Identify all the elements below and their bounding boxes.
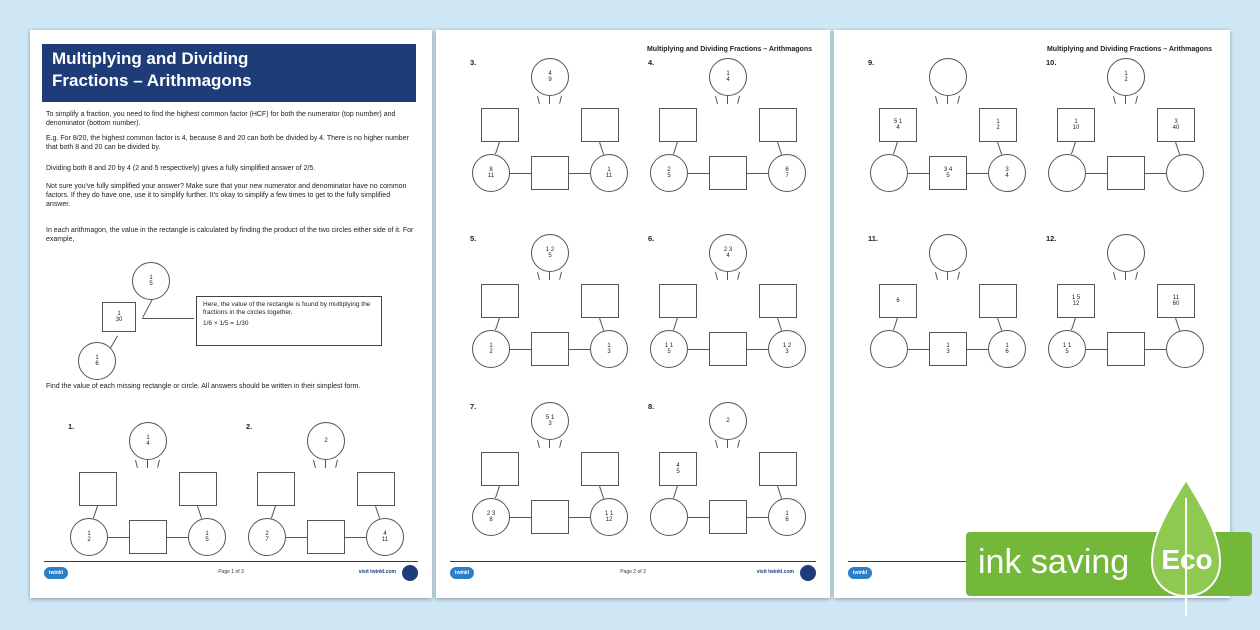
bottom-left-circle: 1 2 — [70, 518, 108, 556]
connector-line — [688, 517, 710, 518]
worksheet-page-2 — [436, 30, 830, 598]
connector-line — [737, 96, 740, 104]
arithmagon-1 — [68, 420, 228, 550]
right-rectangle — [179, 472, 217, 506]
left-rectangle: 1 5 12 — [1057, 284, 1095, 318]
connector-line — [313, 460, 316, 468]
twinkl-logo: twinkl — [450, 567, 474, 579]
connector-line — [108, 537, 130, 538]
left-rectangle — [481, 452, 519, 486]
arithmagon-11 — [868, 232, 1028, 362]
left-rectangle — [257, 472, 295, 506]
right-rectangle — [581, 284, 619, 318]
connector-line — [908, 173, 930, 174]
top-circle: 2 — [709, 402, 747, 440]
right-rectangle — [759, 284, 797, 318]
connector-line — [568, 173, 590, 174]
eco-label: Eco — [1161, 544, 1213, 575]
connector-line — [727, 440, 728, 448]
twinkl-logo: twinkl — [44, 567, 68, 579]
left-rectangle: 4 5 — [659, 452, 697, 486]
arithmagon-5 — [470, 232, 630, 362]
problem-number: 5. — [470, 234, 477, 243]
page-2-footer — [450, 561, 816, 584]
bottom-right-circle: 1 6 — [988, 330, 1026, 368]
left-rectangle — [79, 472, 117, 506]
bottom-rectangle — [709, 156, 747, 190]
bottom-rectangle — [709, 500, 747, 534]
connector-line — [746, 173, 768, 174]
top-circle: 1 2 5 — [531, 234, 569, 272]
bottom-left-circle — [870, 330, 908, 368]
top-circle: 4 9 — [531, 58, 569, 96]
connector-line — [1175, 142, 1180, 154]
top-circle: 1 4 — [709, 58, 747, 96]
arithmagon-3 — [470, 56, 630, 186]
problem-number: 9. — [868, 58, 875, 67]
top-circle: 2 — [307, 422, 345, 460]
connector-line — [737, 440, 740, 448]
connector-line — [197, 506, 202, 518]
connector-line — [157, 460, 160, 468]
connector-line — [559, 440, 562, 448]
bottom-left-circle: 8 11 — [472, 154, 510, 192]
bottom-left-circle — [870, 154, 908, 192]
bottom-right-circle: 1 6 — [768, 498, 806, 536]
worksheet-title — [42, 44, 416, 102]
connector-line — [727, 272, 728, 280]
connector-line — [935, 272, 938, 280]
problem-number: 4. — [648, 58, 655, 67]
bottom-right-circle: 1 3 — [590, 330, 628, 368]
arithmagon-4 — [648, 56, 808, 186]
footer-url[interactable]: visit twinkl.com — [358, 569, 396, 575]
connector-line — [688, 349, 710, 350]
connector-line — [510, 517, 532, 518]
connector-line — [715, 440, 718, 448]
connector-line — [147, 460, 148, 468]
right-rectangle: 3 40 — [1157, 108, 1195, 142]
bottom-right-circle — [1166, 330, 1204, 368]
top-circle: 2 3 4 — [709, 234, 747, 272]
page-number: Page 2 of 3 — [620, 569, 646, 575]
connector-line — [997, 318, 1002, 330]
intro-paragraph-4: Not sure you've fully simplified your answer? Make sure that your new numerator and denominator have no common factors. If they do have one, use it to simplify further. It's okay to simplify a few times to get to the fully simplified answer. — [46, 183, 407, 208]
bottom-right-circle: 1 11 — [590, 154, 628, 192]
running-header: Multiplying and Dividing Fractions – Arithmagons — [646, 46, 812, 53]
bottom-right-circle: 6 7 — [768, 154, 806, 192]
arithmagon-7 — [470, 400, 630, 530]
connector-line — [1135, 96, 1138, 104]
connector-line — [537, 96, 540, 104]
connector-line — [495, 318, 500, 330]
bottom-rectangle — [709, 332, 747, 366]
connector-line — [537, 272, 540, 280]
left-rectangle — [481, 284, 519, 318]
connector-line — [715, 272, 718, 280]
connector-line — [966, 173, 988, 174]
problem-number: 3. — [470, 58, 477, 67]
bottom-rectangle — [531, 332, 569, 366]
connector-line — [286, 537, 308, 538]
left-rectangle: 6 — [879, 284, 917, 318]
problem-number: 12. — [1046, 234, 1057, 243]
arithmagon-2 — [246, 420, 406, 550]
connector-line — [893, 142, 898, 154]
connector-line — [495, 486, 500, 498]
left-rectangle: 5 1 4 — [879, 108, 917, 142]
connector-line — [777, 142, 782, 154]
bottom-right-circle: 1 2 3 — [768, 330, 806, 368]
example-bottom-circle: 1 6 — [78, 342, 116, 380]
connector-line — [1135, 272, 1138, 280]
connector-line — [1125, 96, 1126, 104]
bottom-left-circle: 1 1 5 — [650, 330, 688, 368]
running-header: Multiplying and Dividing Fractions – Arithmagons — [1046, 46, 1212, 53]
bottom-left-circle: 1 2 — [472, 330, 510, 368]
arithmagon-12 — [1046, 232, 1206, 362]
bottom-left-circle — [650, 498, 688, 536]
example-rectangle: 1 30 — [102, 302, 136, 332]
connector-line — [1144, 173, 1166, 174]
connector-line — [93, 506, 98, 518]
bottom-left-circle: 2 5 — [650, 154, 688, 192]
top-circle — [929, 58, 967, 96]
connector-line — [1125, 272, 1126, 280]
connector-line — [1175, 318, 1180, 330]
connector-line — [777, 486, 782, 498]
connector-line — [673, 318, 678, 330]
right-rectangle: 1 2 — [979, 108, 1017, 142]
problem-number: 11. — [868, 234, 879, 243]
quality-badge-icon — [402, 565, 418, 581]
twinkl-logo: twinkl — [848, 567, 872, 579]
page-1-footer — [44, 561, 418, 584]
left-rectangle: 1 10 — [1057, 108, 1095, 142]
title-line-2: Fractions – Arithmagons — [52, 71, 252, 90]
problem-number: 1. — [68, 422, 75, 431]
callout-text: Here, the value of the rectangle is found by multiplying the fractions in the circles together. — [203, 301, 371, 316]
connector-line — [510, 349, 532, 350]
ink-saving-label: ink saving — [978, 543, 1130, 581]
connector-line — [688, 173, 710, 174]
connector-line — [1071, 142, 1076, 154]
connector-line — [777, 318, 782, 330]
top-circle: 1 2 — [1107, 58, 1145, 96]
connector-line — [1086, 173, 1108, 174]
bottom-rectangle — [1107, 332, 1145, 366]
bottom-right-circle: 1 5 — [188, 518, 226, 556]
top-circle — [1107, 234, 1145, 272]
problem-number: 2. — [246, 422, 253, 431]
bottom-right-circle — [1166, 154, 1204, 192]
bottom-left-circle: 2 3 8 — [472, 498, 510, 536]
top-circle: 5 1 3 — [531, 402, 569, 440]
connector-line — [599, 142, 604, 154]
connector-line — [568, 517, 590, 518]
connector-line — [599, 318, 604, 330]
connector-line — [599, 486, 604, 498]
connector-line — [166, 537, 188, 538]
top-circle: 1 4 — [129, 422, 167, 460]
connector-line — [559, 96, 562, 104]
connector-line — [893, 318, 898, 330]
bottom-left-circle: 2 7 — [248, 518, 286, 556]
intro-paragraph-2: E.g. For 8/20, the highest common factor is 4, because 8 and 20 can both be divided by 4. There is no higher number that both 8 and 20 can be divided by. — [46, 135, 409, 151]
page-number: Page 1 of 3 — [218, 569, 244, 575]
arithmagon-8 — [648, 400, 808, 530]
connector-line — [325, 460, 326, 468]
connector-line — [746, 517, 768, 518]
top-circle — [929, 234, 967, 272]
connector-line — [957, 96, 960, 104]
connector-line — [947, 96, 948, 104]
bottom-rectangle: 1 3 — [929, 332, 967, 366]
intro-paragraph-3: Dividing both 8 and 20 by 4 (2 and 5 respectively) gives a fully simplified answer of 2/5. — [46, 165, 316, 172]
connector-line — [746, 349, 768, 350]
bottom-right-circle: 4 11 — [366, 518, 404, 556]
connector-line — [908, 349, 930, 350]
connector-line — [135, 460, 138, 468]
connector-line — [537, 440, 540, 448]
left-rectangle — [659, 108, 697, 142]
connector-line — [715, 96, 718, 104]
right-rectangle — [581, 108, 619, 142]
instruction-text: Find the value of each missing rectangle or circle. All answers should be written in their simplest form. — [46, 383, 361, 390]
connector-line — [1144, 349, 1166, 350]
connector-line — [495, 142, 500, 154]
bottom-rectangle — [531, 500, 569, 534]
connector-line — [344, 537, 366, 538]
worksheet-page-1 — [30, 30, 432, 598]
right-rectangle — [581, 452, 619, 486]
problem-number: 8. — [648, 402, 655, 411]
left-rectangle — [659, 284, 697, 318]
connector-line — [375, 506, 380, 518]
bottom-right-circle: 1 1 12 — [590, 498, 628, 536]
callout-formula: 1/6 × 1/5 = 1/30 — [203, 320, 249, 327]
right-rectangle: 11 60 — [1157, 284, 1195, 318]
connector-line — [549, 272, 550, 280]
title-line-1: Multiplying and Dividing — [52, 49, 249, 68]
right-rectangle — [357, 472, 395, 506]
arithmagon-6 — [648, 232, 808, 362]
bottom-right-circle: 3 4 — [988, 154, 1026, 192]
bottom-left-circle — [1048, 154, 1086, 192]
intro-paragraph-5: In each arithmagon, the value in the rectangle is calculated by finding the product of the two circles either side of it. For example, — [46, 227, 414, 243]
intro-paragraph-1: To simplify a fraction, you need to find the highest common factor (HCF) for both the numerator (top number) and denominator (bottom number). — [46, 111, 396, 127]
example-callout — [196, 296, 382, 346]
bottom-rectangle: 3 4 5 — [929, 156, 967, 190]
connector-line — [737, 272, 740, 280]
problem-number: 7. — [470, 402, 477, 411]
right-rectangle — [979, 284, 1017, 318]
connector-line — [673, 486, 678, 498]
connector-line — [549, 440, 550, 448]
right-rectangle — [759, 108, 797, 142]
connector-line — [335, 460, 338, 468]
connector-line — [997, 142, 1002, 154]
arithmagon-9 — [868, 56, 1028, 186]
problem-number: 10. — [1046, 58, 1057, 67]
connector-line — [549, 96, 550, 104]
connector-line — [1071, 318, 1076, 330]
bottom-left-circle: 1 1 5 — [1048, 330, 1086, 368]
arithmagon-10 — [1046, 56, 1206, 186]
connector-line — [559, 272, 562, 280]
bottom-rectangle — [531, 156, 569, 190]
problem-number: 6. — [648, 234, 655, 243]
quality-badge-icon — [800, 565, 816, 581]
footer-url[interactable]: visit twinkl.com — [756, 569, 794, 575]
left-rectangle — [481, 108, 519, 142]
connector-line — [957, 272, 960, 280]
connector-line — [673, 142, 678, 154]
connector-line — [1086, 349, 1108, 350]
connector-line — [966, 349, 988, 350]
bottom-rectangle — [1107, 156, 1145, 190]
bottom-rectangle — [307, 520, 345, 554]
connector-line — [271, 506, 276, 518]
connector-line — [510, 173, 532, 174]
right-rectangle — [759, 452, 797, 486]
connector-line — [727, 96, 728, 104]
bottom-rectangle — [129, 520, 167, 554]
connector-line — [1113, 272, 1116, 280]
connector-line — [568, 349, 590, 350]
connector-line — [947, 272, 948, 280]
connector-line — [935, 96, 938, 104]
example-top-circle: 1 5 — [132, 262, 170, 300]
connector-line — [1113, 96, 1116, 104]
